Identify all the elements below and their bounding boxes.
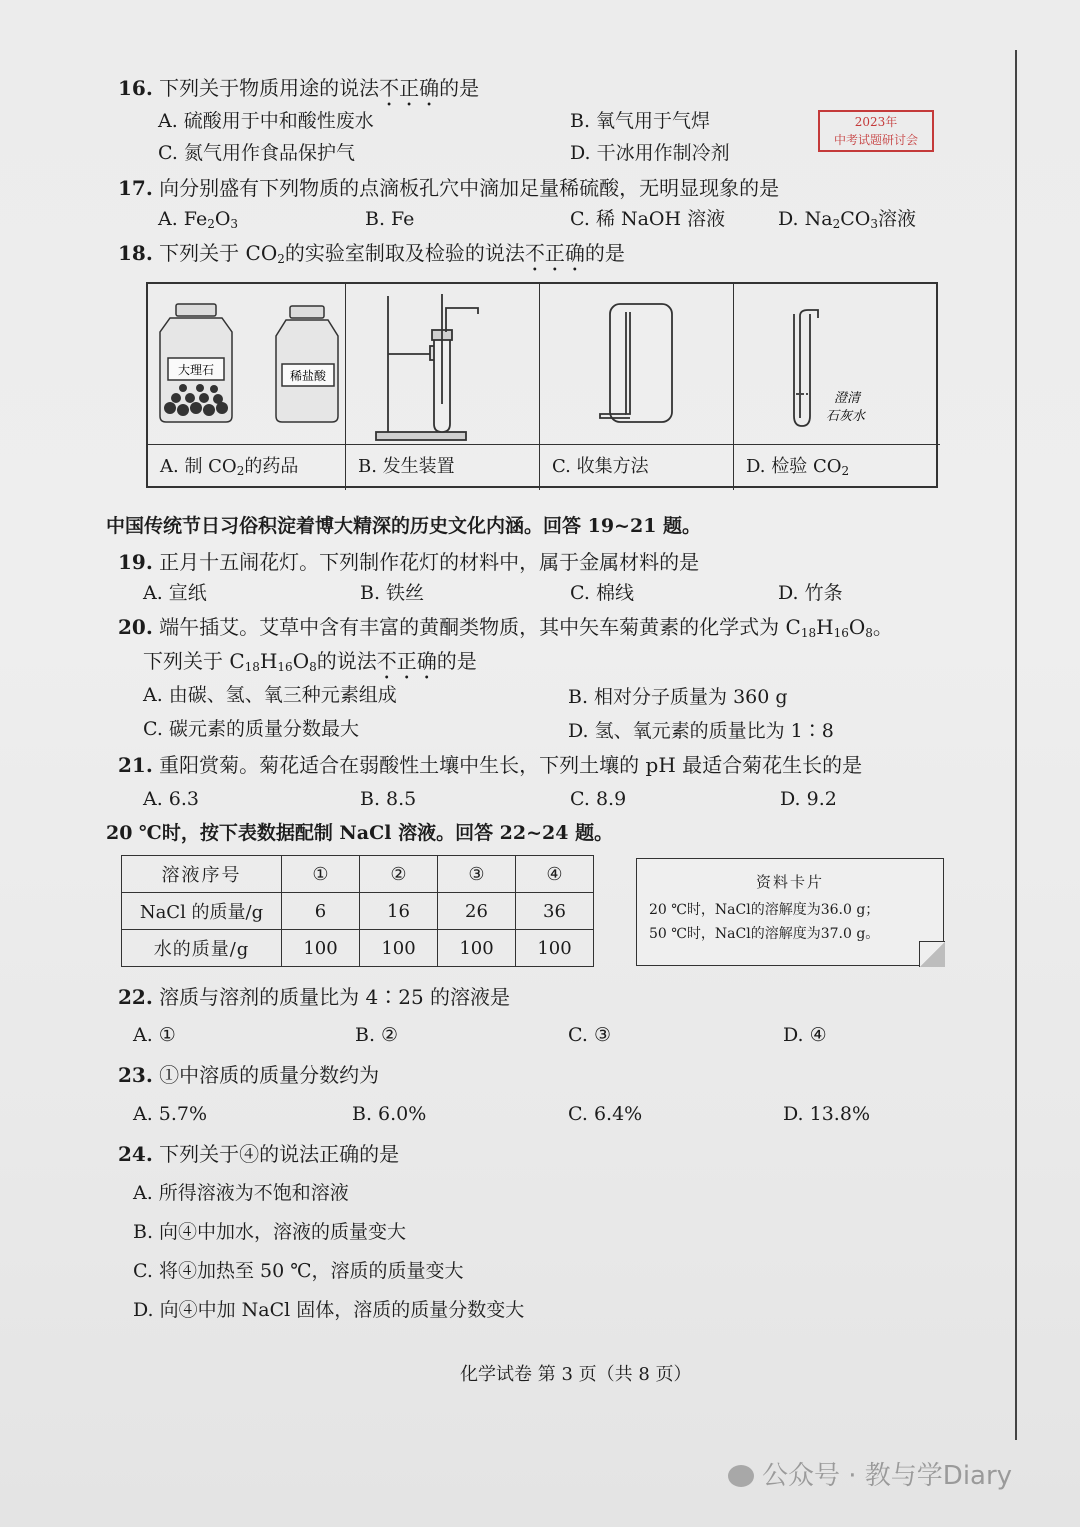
q22-option-c: C. ③ (568, 1024, 611, 1046)
q23-option-a: A. 5.7% (133, 1103, 208, 1125)
q23-option-b: B. 6.0% (352, 1103, 427, 1125)
collection-figure (540, 284, 732, 444)
q20-option-d: D. 氢、氧元素的质量比为 1∶8 (568, 720, 834, 742)
q20-option-b: B. 相对分子质量为 360 g (568, 686, 788, 708)
question-20-line2: 下列关于 $C_{18}H_{16}O_8$的说法不正确的是 (143, 649, 477, 674)
question-24: 24. 下列关于④的说法正确的是 (118, 1142, 400, 1166)
info-card-line1: 20 ℃时，NaCl的溶解度为36.0 g； (649, 902, 880, 918)
q22-option-b: B. ② (355, 1024, 399, 1046)
limewater-label-2: 石灰水 (826, 409, 866, 424)
q17-option-b: B. Fe (365, 208, 415, 230)
q16-option-b: B. 氧气用于气焊 (570, 110, 711, 132)
q17-option-a: A. $Fe_2O_3$ (158, 208, 239, 231)
question-20: 20. 端午插艾。艾草中含有丰富的黄酮类物质，其中矢车菊黄素的化学式为 $C_{18}H_{16}O_8$。 (118, 615, 893, 640)
reagent-jars-figure (148, 284, 344, 444)
jar-label-marble: 大理石 (177, 363, 215, 377)
question-16: 16. 下列关于物质用途的说法不正确的是 (118, 76, 480, 100)
q23-option-d: D. 13.8% (783, 1103, 870, 1125)
table-row: 溶液序号 ① ② ③ ④ (122, 856, 594, 893)
cell-test (734, 284, 940, 444)
q24-option-d: D. 向④中加 NaCl 固体，溶质的质量分数变大 (133, 1299, 525, 1321)
q20-option-c: C. 碳元素的质量分数最大 (143, 718, 359, 740)
question-18: 18. 下列关于 $CO_2$的实验室制取及检验的说法不正确的是 (118, 241, 625, 266)
stamp (818, 110, 934, 152)
q21-option-d: D. 9.2 (780, 788, 837, 810)
question-21: 21. 重阳赏菊。菊花适合在弱酸性土壤中生长，下列土壤的 pH 最适合菊花生长的是 (118, 753, 863, 777)
info-card-title: 资料卡片 (755, 873, 824, 891)
table-row: 水的质量/g 100 100 100 100 (122, 930, 594, 967)
limewater-test-figure (734, 284, 938, 444)
stamp-text: 中考试题研讨会 (833, 133, 918, 147)
page-border-line (1015, 50, 1017, 1440)
jar-label-hcl: 稀盐酸 (289, 369, 327, 383)
q16-option-a: A. 硫酸用于中和酸性废水 (158, 110, 374, 132)
caption-b: B. 发生装置 (346, 444, 540, 490)
q21-option-c: C. 8.9 (570, 788, 627, 810)
wechat-icon (728, 1465, 754, 1487)
q16-option-c: C. 氮气用作食品保护气 (158, 142, 355, 164)
caption-a: A. 制 $CO_2$的药品 (148, 444, 346, 490)
info-card-line2: 50 ℃时，NaCl的溶解度为37.0 g。 (649, 926, 880, 942)
info-card (636, 858, 944, 966)
watermark (728, 1455, 1012, 1492)
table-row: NaCl 的质量/g 6 16 26 36 (122, 893, 594, 930)
caption-d: D. 检验 $CO_2$ (734, 444, 940, 490)
q22-option-d: D. ④ (783, 1024, 827, 1046)
q24-option-b: B. 向④中加水，溶液的质量变大 (133, 1221, 407, 1243)
stamp-year: 2023年 (854, 115, 898, 129)
q19-option-a: A. 宣纸 (143, 582, 207, 604)
question-23: 23. ①中溶质的质量分数约为 (118, 1063, 380, 1087)
q22-option-a: A. ① (133, 1024, 176, 1046)
section-intro-22-24: 20 ℃时，按下表数据配制 NaCl 溶液。回答 22~24 题。 (106, 822, 614, 844)
q19-option-b: B. 铁丝 (360, 582, 425, 604)
page-footer: 化学试卷 第 3 页（共 8 页） (460, 1364, 692, 1385)
q21-option-b: B. 8.5 (360, 788, 417, 810)
question-22: 22. 溶质与溶剂的质量比为 4∶25 的溶液是 (118, 985, 511, 1009)
q17-option-d: D. $Na_2CO_3$溶液 (778, 208, 917, 231)
co2-apparatus-table (146, 282, 938, 488)
q23-option-c: C. 6.4% (568, 1103, 643, 1125)
q17-option-c: C. 稀 NaOH 溶液 (570, 208, 726, 230)
q20-option-a: A. 由碳、氢、氧三种元素组成 (143, 684, 397, 706)
cell-generator (346, 284, 540, 444)
q24-option-a: A. 所得溶液为不饱和溶液 (133, 1182, 349, 1204)
watermark-text: 公众号 · 教与学Diary (762, 1461, 1013, 1491)
q19-option-c: C. 棉线 (570, 582, 634, 604)
caption-c: C. 收集方法 (540, 444, 734, 490)
section-intro-19-21: 中国传统节日习俗积淀着博大精深的历史文化内涵。回答 19~21 题。 (106, 515, 702, 537)
cell-reagents (148, 284, 346, 444)
limewater-label-1: 澄清 (834, 391, 861, 406)
q21-option-a: A. 6.3 (143, 788, 200, 810)
page-fold-corner (919, 941, 945, 967)
cell-collection (540, 284, 734, 444)
q16-option-d: D. 干冰用作制冷剂 (570, 142, 730, 164)
generator-figure (346, 284, 538, 444)
q24-option-c: C. 将④加热至 50 ℃，溶质的质量变大 (133, 1260, 464, 1282)
q19-option-d: D. 竹条 (778, 582, 843, 604)
question-17: 17. 向分别盛有下列物质的点滴板孔穴中滴加足量稀硫酸，无明显现象的是 (118, 176, 780, 200)
question-19: 19. 正月十五闹花灯。下列制作花灯的材料中，属于金属材料的是 (118, 550, 700, 574)
nacl-solution-table (121, 855, 594, 967)
